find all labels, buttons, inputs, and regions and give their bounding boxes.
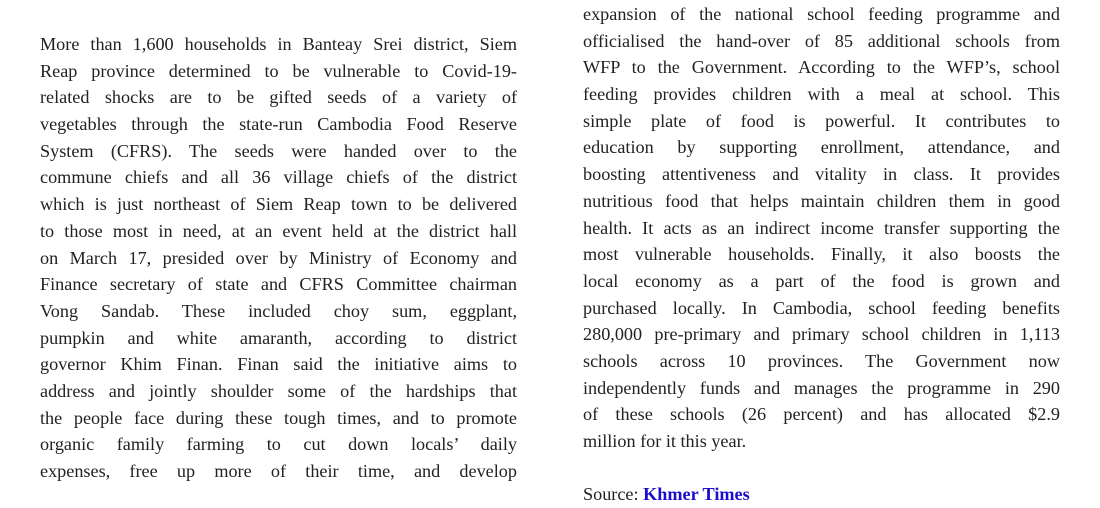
text-line: local economy as a part of the food is grown and: [583, 270, 1060, 291]
source-line: [583, 481, 1060, 508]
text-line: to those most in need, at an event held at the district hall: [40, 220, 517, 241]
text-line: expenses, free up more of their time, and develop: [40, 461, 517, 481]
text-line: most vulnerable households. Finally, it also boosts the: [583, 244, 1060, 265]
text-line: on March 17, presided over by Ministry of Economy and: [40, 247, 517, 268]
text-line: Vong Sandab. These included choy sum, eggplant,: [40, 300, 517, 321]
text-line: Reap province determined to be vulnerable to Covid-19-: [40, 60, 517, 81]
left-article-column: [40, 31, 517, 485]
text-line: WFP to the Government. According to the WFP’s, school: [583, 57, 1060, 78]
text-line: Finance secretary of state and CFRS Committee chairman: [40, 274, 517, 295]
source-label: Source:: [583, 484, 639, 505]
text-line: boosting attentiveness and vitality in class. It provides: [583, 164, 1060, 185]
text-line: System (CFRS). The seeds were handed over to the: [40, 140, 517, 161]
text-line: 280,000 pre-primary and primary school children in 1,113: [583, 324, 1060, 345]
text-line: governor Khim Finan. Finan said the initiative aims to: [40, 354, 517, 375]
text-line: expansion of the national school feeding programme and: [583, 4, 1060, 24]
text-line: feeding provides children with a meal at school. This: [583, 84, 1060, 105]
text-line: pumpkin and white amaranth, according to district: [40, 327, 517, 348]
text-line: nutritious food that helps maintain children them in good: [583, 190, 1060, 211]
text-line: the people face during these tough times, and to promote: [40, 407, 517, 428]
text-line: organic family farming to cut down locals’ daily: [40, 434, 517, 455]
text-line: commune chiefs and all 36 village chiefs of the district: [40, 167, 517, 188]
text-line: purchased locally. In Cambodia, school feeding benefits: [583, 297, 1060, 318]
text-line: health. It acts as an indirect income transfer supporting the: [583, 217, 1060, 238]
text-line: related shocks are to be gifted seeds of a variety of: [40, 87, 517, 108]
text-line: vegetables through the state-run Cambodia Food Reserve: [40, 114, 517, 135]
text-line: independently funds and manages the programme in 290: [583, 377, 1060, 398]
text-line: simple plate of food is powerful. It contributes to: [583, 110, 1060, 131]
text-line: schools across 10 provinces. The Government now: [583, 350, 1060, 371]
text-line: More than 1,600 households in Banteay Srei district, Siem: [40, 34, 517, 54]
right-article-column: [583, 1, 1060, 508]
text-line: officialised the hand-over of 85 additional schools from: [583, 30, 1060, 51]
text-line: address and jointly shoulder some of the hardships that: [40, 380, 517, 401]
text-line: which is just northeast of Siem Reap town to be delivered: [40, 194, 517, 215]
source-link[interactable]: Khmer Times: [643, 484, 750, 505]
text-line: million for it this year.: [583, 431, 747, 451]
text-line: education by supporting enrollment, attendance, and: [583, 137, 1060, 158]
text-line: of these schools (26 percent) and has allocated $2.9: [583, 404, 1060, 425]
